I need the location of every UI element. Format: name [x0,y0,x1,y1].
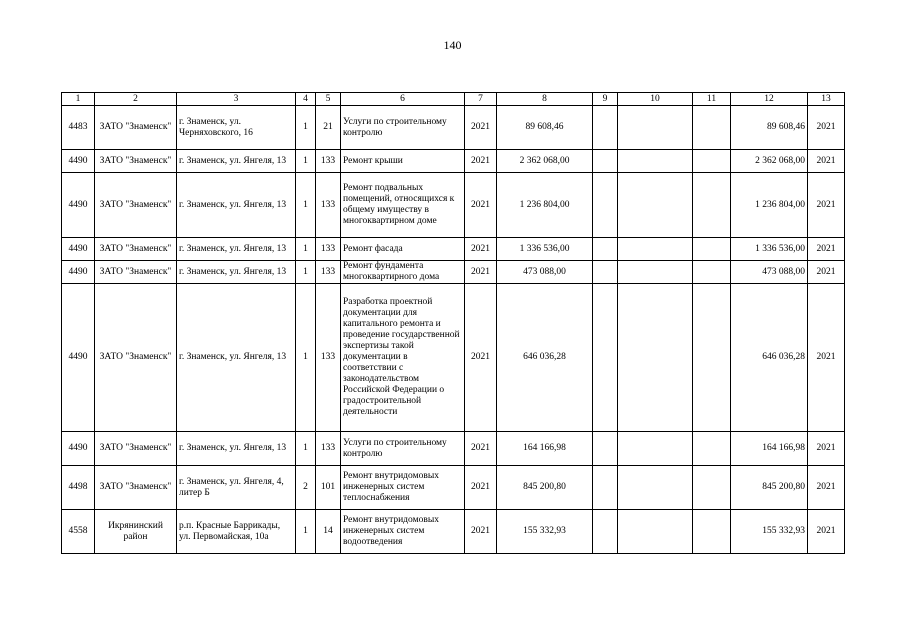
column-number-row [62,93,845,106]
cell-year-end: 2021 [808,238,845,261]
cell-c9 [593,261,618,284]
cell-c9 [593,466,618,510]
cell-work: Ремонт крыши [341,150,465,173]
cell-municipality: ЗАТО "Знаменск" [95,173,177,238]
cell-id: 4490 [62,173,95,238]
cell-amount: 473 088,00 [497,261,593,284]
cell-c5: 133 [316,173,341,238]
table-row [62,150,845,173]
cell-municipality: ЗАТО "Знаменск" [95,106,177,150]
cell-amount: 155 332,93 [497,510,593,554]
cell-municipality: Икрянинский район [95,510,177,554]
cell-address: г. Знаменск, ул. Янгеля, 13 [177,238,296,261]
cell-c10 [618,432,693,466]
cell-c11 [693,466,731,510]
cell-year: 2021 [465,150,497,173]
cell-c5: 101 [316,466,341,510]
column-header: 2 [95,93,177,106]
cell-address: г. Знаменск, ул. Янгеля, 13 [177,150,296,173]
cell-c9 [593,284,618,432]
cell-year: 2021 [465,432,497,466]
cell-c10 [618,466,693,510]
cell-municipality: ЗАТО "Знаменск" [95,432,177,466]
cell-c11 [693,150,731,173]
cell-amount: 845 200,80 [497,466,593,510]
cell-total: 845 200,80 [731,466,808,510]
cell-c11 [693,432,731,466]
cell-id: 4490 [62,150,95,173]
column-header: 10 [618,93,693,106]
cell-work: Ремонт фундамента многоквартирного дома [341,261,465,284]
cell-c11 [693,106,731,150]
cell-work: Услуги по строительному контролю [341,106,465,150]
cell-total: 155 332,93 [731,510,808,554]
cell-address: г. Знаменск, ул. Янгеля, 13 [177,173,296,238]
table-row [62,261,845,284]
cell-year: 2021 [465,510,497,554]
cell-address: г. Знаменск, ул. Янгеля, 4, литер Б [177,466,296,510]
cell-amount: 164 166,98 [497,432,593,466]
cell-year: 2021 [465,466,497,510]
cell-total: 473 088,00 [731,261,808,284]
cell-c4: 2 [296,466,316,510]
cell-c10 [618,510,693,554]
cell-c9 [593,432,618,466]
cell-total: 2 362 068,00 [731,150,808,173]
cell-c10 [618,173,693,238]
cell-year: 2021 [465,284,497,432]
cell-year: 2021 [465,106,497,150]
cell-c4: 1 [296,173,316,238]
cell-address: г. Знаменск, ул. Янгеля, 13 [177,261,296,284]
cell-work: Ремонт внутридомовых инженерных систем теплоснабжения [341,466,465,510]
column-header: 9 [593,93,618,106]
cell-c5: 21 [316,106,341,150]
table-row [62,284,845,432]
cell-c5: 133 [316,238,341,261]
cell-total: 89 608,46 [731,106,808,150]
cell-total: 1 236 804,00 [731,173,808,238]
cell-year: 2021 [465,173,497,238]
cell-c4: 1 [296,432,316,466]
column-header: 13 [808,93,845,106]
column-header: 3 [177,93,296,106]
cell-year: 2021 [465,261,497,284]
cell-work: Ремонт подвальных помещений, относящихся к общему имуществу в многоквартирном доме [341,173,465,238]
column-header: 12 [731,93,808,106]
cell-total: 646 036,28 [731,284,808,432]
table-row [62,510,845,554]
cell-year-end: 2021 [808,466,845,510]
cell-year-end: 2021 [808,106,845,150]
cell-c11 [693,261,731,284]
cell-year-end: 2021 [808,432,845,466]
cell-c5: 133 [316,261,341,284]
cell-c11 [693,238,731,261]
cell-c11 [693,510,731,554]
column-header: 8 [497,93,593,106]
cell-c11 [693,284,731,432]
cell-c11 [693,173,731,238]
cell-municipality: ЗАТО "Знаменск" [95,284,177,432]
cell-year-end: 2021 [808,150,845,173]
cell-municipality: ЗАТО "Знаменск" [95,466,177,510]
cell-year-end: 2021 [808,284,845,432]
cell-year-end: 2021 [808,261,845,284]
cell-total: 164 166,98 [731,432,808,466]
column-header: 7 [465,93,497,106]
cell-address: р.п. Красные Баррикады, ул. Первомайская, 10а [177,510,296,554]
cell-address: г. Знаменск, ул. Янгеля, 13 [177,284,296,432]
cell-c4: 1 [296,261,316,284]
cell-municipality: ЗАТО "Знаменск" [95,150,177,173]
cell-year-end: 2021 [808,510,845,554]
cell-work: Ремонт фасада [341,238,465,261]
cell-c5: 133 [316,432,341,466]
column-header: 1 [62,93,95,106]
table-row [62,106,845,150]
cell-year-end: 2021 [808,173,845,238]
cell-work: Разработка проектной документации для капитального ремонта и проведение государственной экспертизы такой документации в соответствии с законодательством Российской Федерации о градостроительной деятельности [341,284,465,432]
cell-work: Ремонт внутридомовых инженерных систем водоотведения [341,510,465,554]
cell-c10 [618,238,693,261]
cell-c9 [593,510,618,554]
cell-c10 [618,106,693,150]
cell-c10 [618,150,693,173]
page-number: 140 [443,38,462,52]
cell-c4: 1 [296,150,316,173]
cell-id: 4483 [62,106,95,150]
column-header: 6 [341,93,465,106]
cell-c4: 1 [296,238,316,261]
cell-c10 [618,284,693,432]
table-row [62,173,845,238]
cell-municipality: ЗАТО "Знаменск" [95,238,177,261]
cell-c4: 1 [296,106,316,150]
cell-id: 4558 [62,510,95,554]
cell-year: 2021 [465,238,497,261]
cell-work: Услуги по строительному контролю [341,432,465,466]
cell-id: 4490 [62,238,95,261]
cell-c9 [593,106,618,150]
table-row [62,432,845,466]
cell-id: 4490 [62,261,95,284]
table-row [62,466,845,510]
cell-id: 4490 [62,432,95,466]
capital-repair-table [61,92,845,554]
cell-amount: 2 362 068,00 [497,150,593,173]
column-header: 5 [316,93,341,106]
column-header: 11 [693,93,731,106]
cell-id: 4498 [62,466,95,510]
cell-c5: 133 [316,150,341,173]
table-row [62,238,845,261]
cell-c9 [593,173,618,238]
cell-address: г. Знаменск, ул. Янгеля, 13 [177,432,296,466]
cell-address: г. Знаменск, ул. Черняховского, 16 [177,106,296,150]
cell-c9 [593,150,618,173]
cell-c9 [593,238,618,261]
cell-c4: 1 [296,284,316,432]
cell-amount: 89 608,46 [497,106,593,150]
cell-c5: 14 [316,510,341,554]
column-header: 4 [296,93,316,106]
cell-c10 [618,261,693,284]
cell-amount: 1 236 804,00 [497,173,593,238]
cell-c5: 133 [316,284,341,432]
cell-amount: 1 336 536,00 [497,238,593,261]
cell-amount: 646 036,28 [497,284,593,432]
cell-id: 4490 [62,284,95,432]
cell-total: 1 336 536,00 [731,238,808,261]
cell-c4: 1 [296,510,316,554]
cell-municipality: ЗАТО "Знаменск" [95,261,177,284]
